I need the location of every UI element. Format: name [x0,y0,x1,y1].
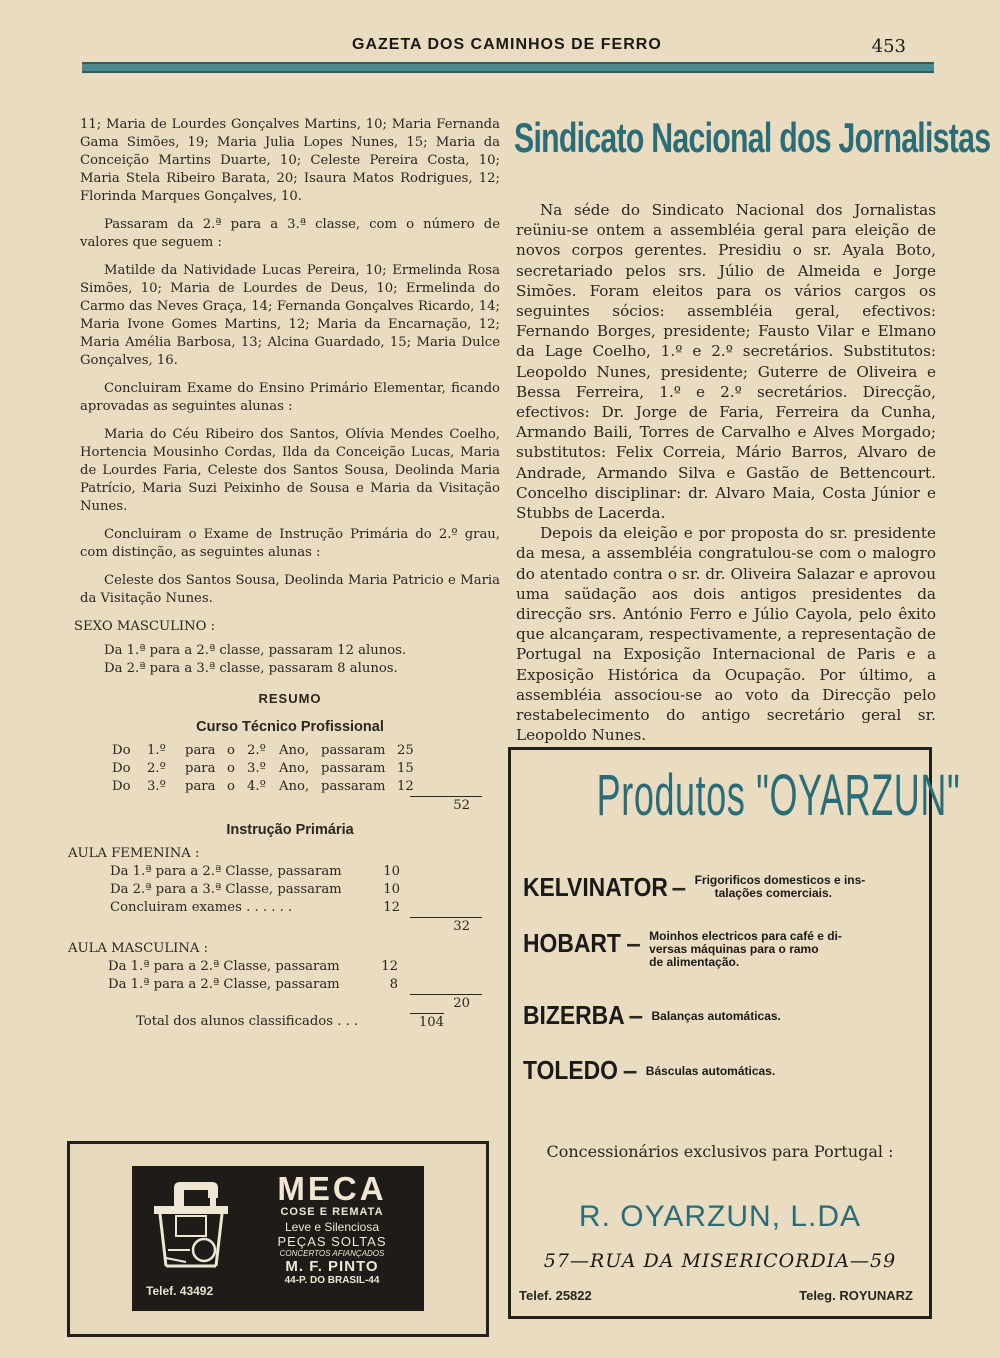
meca-feature: Leve e Silenciosa [284,1220,380,1234]
right-column [516,200,936,745]
exam-intro-paragraph: Concluiram o Exame de Instrução Primária do 2.º grau, com distinção, as seguintes alunas : [80,527,500,560]
table-row: Da 2.ª para a 3.ª Classe, passaram 10 [110,882,400,897]
meca-text-block [252,1172,412,1286]
student-list-paragraph: Matilde da Natividade Lucas Pereira, 10; Ermelinda Rosa Simões, 10; Maria de Lourdes de Deus, 10; Ermelinda do Carmo das Neves Graça, 14; Fernanda Gonçalves Ricardo, 14; Maria Ivone Gomes Martins, 12; Maria da Encarnação, 12; Maria Amélia Barbosa, 13; Alcina Guardado, 15; Maria Dulce Gonçalves, 16. [80,263,500,368]
table-row: Do 3.º para o 4.º Ano, passaram 12 [112,779,414,794]
meca-feature: CONCERTOS AFIANÇADOS [279,1249,385,1258]
article-title: Sindicato Nacional dos Jornalistas [514,114,991,161]
product-brand: KELVINATOR [523,872,668,902]
product-brand: HOBART [523,928,621,958]
product-description: Balanças automáticas. [651,1009,781,1023]
meca-dealer: M. F. PINTO [285,1258,379,1275]
student-list-paragraph: Celeste dos Santos Sousa, Deolinda Maria Patricio e Maria da Visitação Nunes. [80,573,500,606]
publication-title: GAZETA DOS CAMINHOS DE FERRO [352,36,662,53]
company-name: R. OYARZUN, L.DA [578,1200,862,1233]
fem-table [110,863,400,917]
masthead [82,34,934,76]
curso-table [112,742,500,796]
product-item-bizerba: BIZERBA – Balanças automáticas. [523,1000,781,1030]
curso-heading: Curso Técnico Profissional [196,719,384,735]
class-intro-paragraph: Passaram da 2.ª para a 3.ª classe, com o número de valores que seguem : [80,217,500,250]
table-row: Da 1.ª para a 2.ª Classe, passaram 10 [110,864,400,879]
meca-address: 44-P. DO BRASIL-44 [284,1275,380,1286]
concessionaires-line: Concessionários exclusivos para Portugal : [546,1142,894,1161]
meca-ad-panel [132,1166,424,1311]
meca-feature: PEÇAS SOLTAS [277,1234,387,1249]
subtotal: 20 [410,994,482,1013]
company-phone: Telef. 25822 [519,1288,592,1303]
table-row: Da 1.ª para a 2.ª Classe, passaram 12 [108,959,398,974]
article-paragraph: Depois da eleição e por proposta do sr. presidente da mesa, a assembléia congratulou-se com o malogro do atentado contra o sr. dr. Oliveira Salazar e aprovou uma saüdação aos dois antigos presidentes da direcção srs. António Ferro e Júlio Cayola, pelo êxito que alcançaram, respectivamente, a representação de Portugal na Exposição Internacional de Paris e a Exposição Histórica da Ocupação. Por último, a assembléia associou-se ao voto da Direcção pelo restabelecimento do antigo secretário geral sr. Leopoldo Nunes. [516,524,936,745]
masc-table [108,958,398,994]
article-paragraph: Na séde do Sindicato Nacional dos Jornalistas reüniu-se ontem a assembléia geral para eleição de novos corpos gerentes. Presidiu o sr. Ayala Boto, secretariado pelos srs. Júlio de Almeida e Jorge Simões. Foram eleitos para os vários cargos os seguintes sócios: assembléia geral, efectivos: Fernando Borges, presidente; Fausto Vilar e Elmano da Lage Coelho, 1.º e 2.º secretários. Substitutos: Leopoldo Nunes, presidente; Guterre de Oliveira e Bessa Ferreira, 1.º e 2.º secretários. Direcção, efectivos: Dr. Jorge de Faria, Ferreira da Cunha, Armando Baili, Torres de Carvalho e Alves Morgado; substitutos: Felix Correia, Mário Barros, Alvaro de Andrade, Armando Silva e Gastão de Bettencourt. Concelho disciplinar: dr. Alvaro Maia, Costa Júnior e Stubbs de Lacerda. [516,201,936,523]
page-number: 453 [871,36,906,57]
section-label: AULA MASCULINA : [68,941,209,956]
company-address: 57—RUA DA MISERICORDIA—59 [543,1250,897,1272]
student-list-paragraph: 11; Maria de Lourdes Gonçalves Martins, 10; Maria Fernanda Gama Simões, 19; Maria Julia Lopes Nunes, 15; Maria da Conceição Martins Duarte, 10; Celeste Pereira Costa, 10; Maria Stela Ribeiro Barata, 20; Isaura Matos Rodrigues, 12; Florinda Marques Gonçalves, 10. [80,117,500,204]
oyarzun-ad-title: Produtos "OYARZUN" [596,763,961,828]
section-label: AULA FEMENINA : [68,846,200,861]
result-line: Da 2.ª para a 3.ª classe, passaram 8 alunos. [104,661,398,676]
instrucao-heading: Instrução Primária [226,822,354,838]
resumo-heading: RESUMO [258,691,322,706]
meca-tagline: COSE E REMATA [280,1206,384,1218]
meca-advertisement [67,1141,489,1337]
header-rule [82,62,934,73]
table-row: Da 1.ª para a 2.ª Classe, passaram 8 [108,977,398,992]
grand-total-row [136,1013,500,1032]
meca-phone: Telef. 43492 [146,1284,214,1298]
product-brand: TOLEDO [523,1055,618,1085]
left-column [68,116,500,1032]
section-label: SEXO MASCULINO : [74,619,216,634]
product-item-hobart: HOBART – Moinhos electricos para café e di- versas máquinas para o ramo de alimentação. [523,928,842,969]
product-description: Básculas automáticas. [645,1064,776,1078]
subtotal: 32 [410,917,482,936]
table-row: Concluiram exames . . . . . . 12 [110,900,400,915]
product-brand: BIZERBA [523,1000,625,1030]
sewing-machine-icon [146,1176,236,1276]
product-description: Moinhos electricos para café e di- versas máquinas para o ramo de alimentação. [649,929,842,969]
product-description: Frigorificos domesticos e ins- talações comerciais. [694,873,866,900]
grand-total-value: 104 [410,1013,444,1032]
table-row: Do 2.º para o 3.º Ano, passaram 15 [112,761,414,776]
table-row: Do 1.º para o 2.º Ano, passaram 25 [112,743,414,758]
student-list-paragraph: Maria do Céu Ribeiro dos Santos, Olívia Mendes Coelho, Hortencia Mousinho Cordas, Ilda da Conceição Lucas, Maria de Lourdes Faria, Celeste dos Santos Sousa, Deolinda Maria Patrício, Maria Suzi Peixinho de Sousa e Maria da Visitação Nunes. [80,427,500,514]
product-item-toledo: TOLEDO – Básculas automáticas. [523,1055,776,1085]
oyarzun-advertisement [508,747,961,1319]
product-item-kelvinator: KELVINATOR – Frigorificos domesticos e ins- talações comerciais. [523,872,866,902]
grand-total-label: Total dos alunos classificados . . . [136,1014,359,1029]
company-telegram: Teleg. ROYUNARZ [799,1288,913,1303]
meca-brand: MECA [277,1170,387,1207]
exam-intro-paragraph: Concluiram Exame do Ensino Primário Elementar, ficando aprovadas as seguintes alunas : [80,381,500,414]
result-line: Da 1.ª para a 2.ª classe, passaram 12 alunos. [104,643,407,658]
subtotal: 52 [410,796,482,815]
